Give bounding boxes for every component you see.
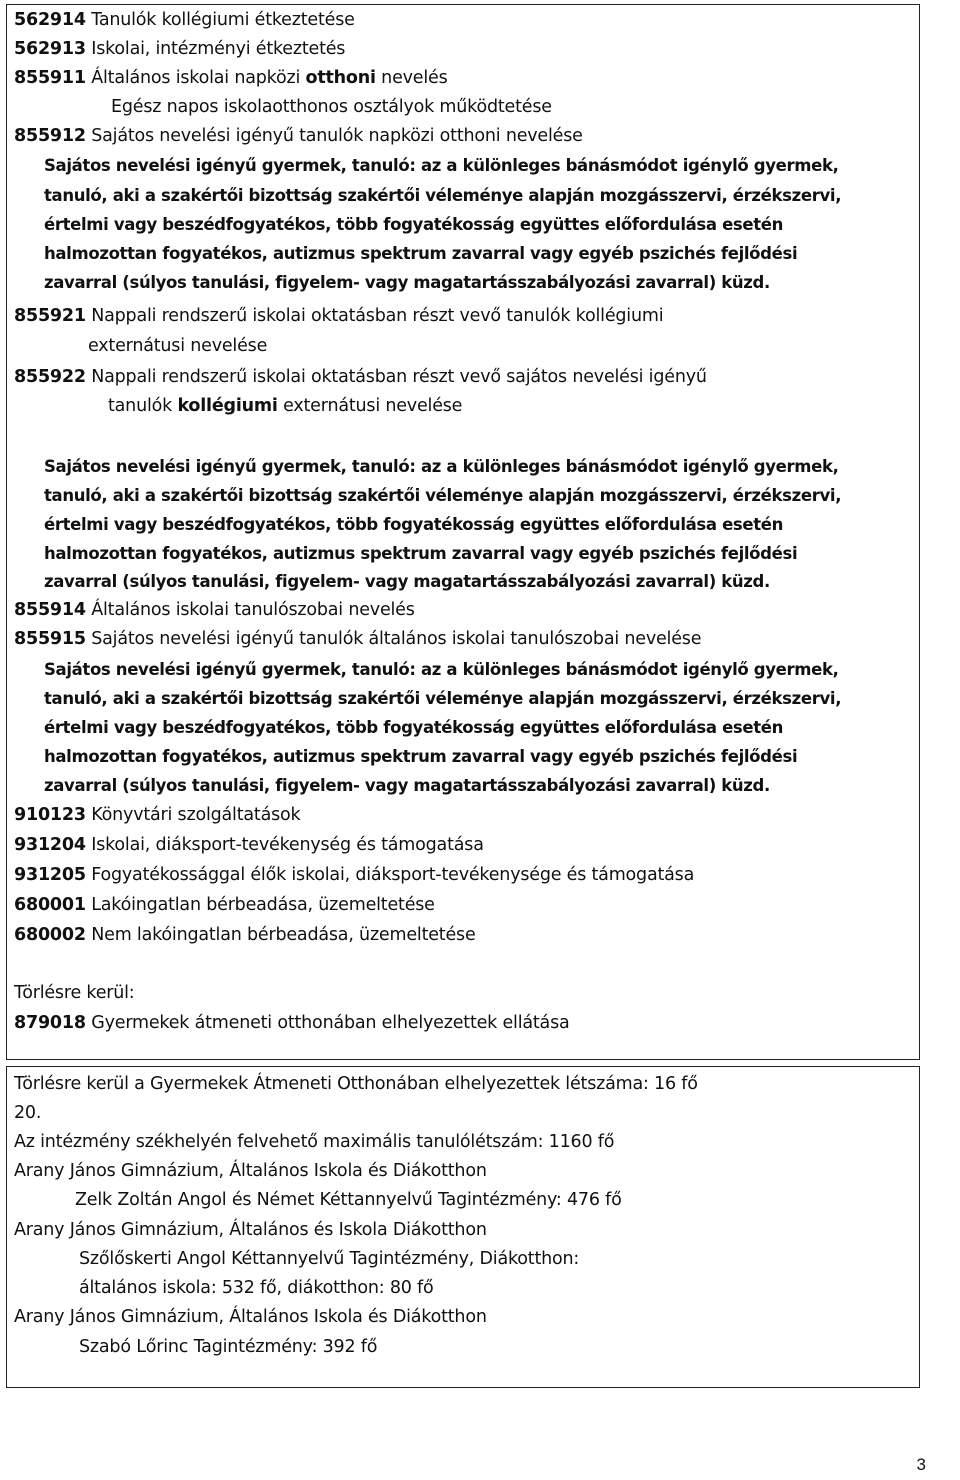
capacity-line-1: Törlésre kerül a Gyermekek Átmeneti Otthonában elhelyezettek létszáma: 16 fő	[14, 1074, 698, 1094]
code-line-855915	[14, 625, 701, 654]
code-text: nevelés	[381, 68, 448, 88]
definition-1-line-5: zavarral (súlyos tanulási, figyelem- vagy magatartásszabályozási zavarral) küzd.	[44, 273, 770, 292]
definition-3-line-5: zavarral (súlyos tanulási, figyelem- vagy magatartásszabályozási zavarral) küzd.	[44, 776, 770, 795]
code-text: externátusi nevelése	[283, 396, 463, 416]
code-number: 562913	[14, 39, 86, 59]
code-line-855921	[14, 302, 663, 331]
code-text-bold: otthoni	[305, 68, 376, 88]
code-text: Általános iskolai napközi	[91, 68, 301, 88]
code-number: 879018	[14, 1013, 86, 1033]
code-line-855912	[14, 122, 583, 151]
code-line-855914	[14, 596, 415, 625]
code-line-931205	[14, 861, 694, 890]
code-number: 562914	[14, 10, 86, 30]
code-number: 680001	[14, 895, 86, 915]
code-text: Gyermekek átmeneti otthonában elhelyezettek ellátása	[91, 1013, 570, 1033]
code-number: 931204	[14, 835, 86, 855]
code-line-562913	[14, 35, 345, 64]
definition-3-line-2: tanuló, aki a szakértői bizottság szakértői véleménye alapján mozgásszervi, érzékszervi,	[44, 689, 842, 708]
code-line-855911-cont: Egész napos iskolaotthonos osztályok működtetése	[111, 97, 552, 117]
code-text: Iskolai, intézményi étkeztetés	[91, 39, 346, 59]
code-number: 910123	[14, 805, 86, 825]
capacity-line-2: 20.	[14, 1103, 42, 1123]
definition-2-line-1: Sajátos nevelési igényű gyermek, tanuló: az a különleges bánásmódot igénylő gyermek,	[44, 457, 839, 476]
code-number: 931205	[14, 865, 86, 885]
code-number: 855915	[14, 629, 86, 649]
capacity-line-10: Szabó Lőrinc Tagintézmény: 392 fő	[79, 1337, 378, 1357]
definition-1-line-4: halmozottan fogyatékos, autizmus spektrum zavarral vagy egyéb pszichés fejlődési	[44, 244, 798, 263]
code-number: 855911	[14, 68, 86, 88]
definition-1-line-1: Sajátos nevelési igényű gyermek, tanuló: az a különleges bánásmódot igénylő gyermek,	[44, 156, 839, 175]
code-line-931204	[14, 831, 484, 860]
code-number: 855921	[14, 306, 86, 326]
code-line-855922-cont	[108, 392, 462, 421]
code-text-bold: kollégiumi	[177, 396, 278, 416]
code-line-855921-cont: externátusi nevelése	[88, 336, 268, 356]
definition-2-line-3: értelmi vagy beszédfogyatékos, több fogyatékosság együttes előfordulása esetén	[44, 515, 783, 534]
code-text: Nem lakóingatlan bérbeadása, üzemeltetése	[91, 925, 476, 945]
code-line-855922	[14, 363, 707, 392]
code-text: Sajátos nevelési igényű tanulók napközi otthoni nevelése	[91, 126, 583, 146]
code-text: Nappali rendszerű iskolai oktatásban részt vevő sajátos nevelési igényű	[91, 367, 707, 387]
code-line-680001	[14, 891, 435, 920]
capacity-line-3: Az intézmény székhelyén felvehető maximális tanulólétszám: 1160 fő	[14, 1132, 615, 1152]
code-text: Fogyatékossággal élők iskolai, diáksport-tevékenysége és támogatása	[91, 865, 695, 885]
code-number: 855912	[14, 126, 86, 146]
definition-1-line-3: értelmi vagy beszédfogyatékos, több fogyatékosság együttes előfordulása esetén	[44, 215, 783, 234]
code-text: tanulók	[108, 396, 173, 416]
definition-1-line-2: tanuló, aki a szakértői bizottság szakértői véleménye alapján mozgásszervi, érzékszervi,	[44, 186, 842, 205]
definition-2-line-4: halmozottan fogyatékos, autizmus spektrum zavarral vagy egyéb pszichés fejlődési	[44, 544, 798, 563]
code-number: 855914	[14, 600, 86, 620]
definition-3-line-1: Sajátos nevelési igényű gyermek, tanuló: az a különleges bánásmódot igénylő gyermek,	[44, 660, 839, 679]
code-number: 855922	[14, 367, 86, 387]
code-number: 680002	[14, 925, 86, 945]
code-line-855911	[14, 64, 448, 93]
code-line-680002	[14, 921, 476, 950]
definition-3-line-4: halmozottan fogyatékos, autizmus spektrum zavarral vagy egyéb pszichés fejlődési	[44, 747, 798, 766]
deletion-label: Törlésre kerül:	[14, 983, 135, 1003]
capacity-line-4: Arany János Gimnázium, Általános Iskola és Diákotthon	[14, 1161, 487, 1181]
capacity-line-5: Zelk Zoltán Angol és Német Kéttannyelvű Tagintézmény: 476 fő	[75, 1190, 622, 1210]
capacity-line-7: Szőlőskerti Angol Kéttannyelvű Tagintézmény, Diákotthon:	[79, 1249, 580, 1269]
code-text: Nappali rendszerű iskolai oktatásban részt vevő tanulók kollégiumi	[91, 306, 664, 326]
code-text: Sajátos nevelési igényű tanulók általános iskolai tanulószobai nevelése	[91, 629, 702, 649]
code-text: Tanulók kollégiumi étkeztetése	[91, 10, 355, 30]
definition-3-line-3: értelmi vagy beszédfogyatékos, több fogyatékosság együttes előfordulása esetén	[44, 718, 783, 737]
capacity-line-8: általános iskola: 532 fő, diákotthon: 80 fő	[79, 1278, 434, 1298]
code-text: Lakóingatlan bérbeadása, üzemeltetése	[91, 895, 435, 915]
code-line-562914	[14, 6, 355, 35]
code-text: Könyvtári szolgáltatások	[91, 805, 301, 825]
code-text: Iskolai, diáksport-tevékenység és támogatása	[91, 835, 484, 855]
definition-2-line-5: zavarral (súlyos tanulási, figyelem- vagy magatartásszabályozási zavarral) küzd.	[44, 572, 770, 591]
code-line-910123	[14, 801, 300, 830]
code-line-879018	[14, 1009, 570, 1038]
capacity-line-6: Arany János Gimnázium, Általános és Iskola Diákotthon	[14, 1220, 487, 1240]
page-number: 3	[916, 1455, 926, 1474]
definition-2-line-2: tanuló, aki a szakértői bizottság szakértői véleménye alapján mozgásszervi, érzékszervi,	[44, 486, 842, 505]
capacity-line-9: Arany János Gimnázium, Általános Iskola és Diákotthon	[14, 1307, 487, 1327]
code-text: Általános iskolai tanulószobai nevelés	[91, 600, 415, 620]
